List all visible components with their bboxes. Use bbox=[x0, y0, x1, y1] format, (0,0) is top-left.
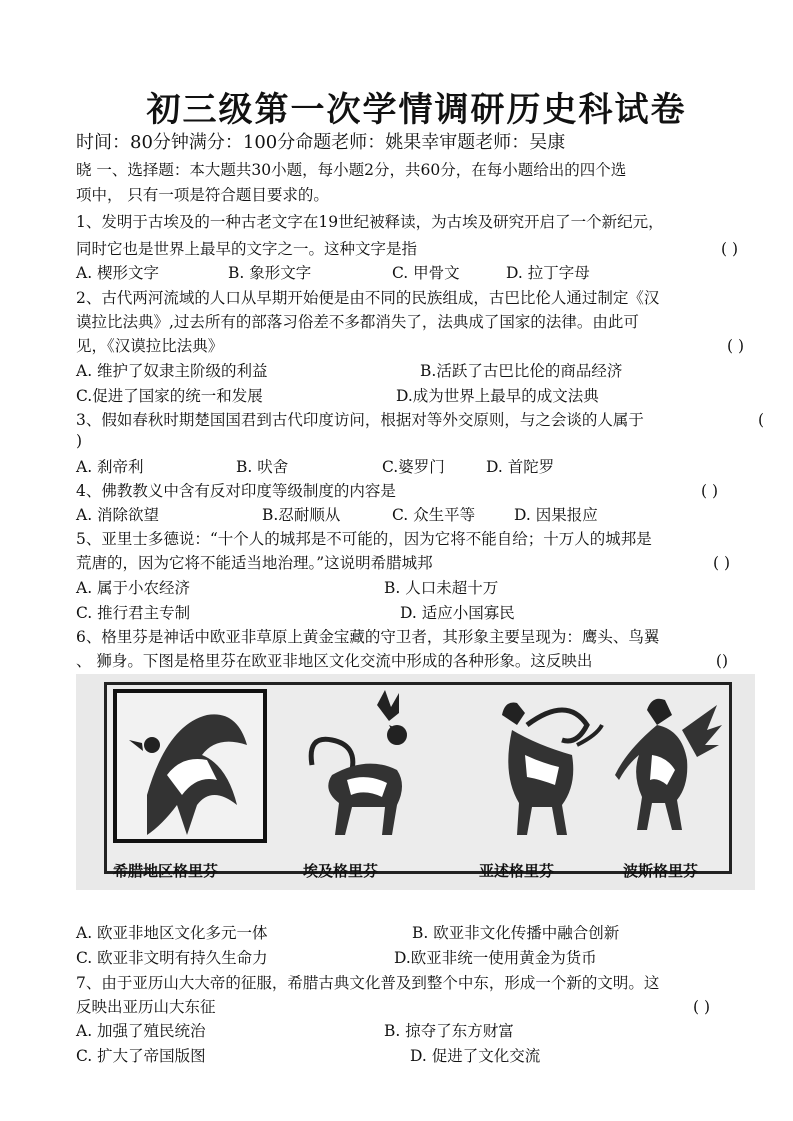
q2-answer-paren[interactable]: ( ) bbox=[726, 337, 744, 355]
q5-option-b[interactable]: B. 人口未超十万 bbox=[384, 579, 499, 597]
assyrian-griffin-image bbox=[502, 703, 602, 836]
q4-option-b[interactable]: B.忍耐顺从 bbox=[262, 506, 341, 524]
griffin-figure-frame bbox=[104, 682, 732, 880]
egyptian-griffin-image bbox=[311, 690, 407, 835]
q4-option-d[interactable]: D. 因果报应 bbox=[514, 506, 598, 524]
q6-stem-line-2: 、 狮身。下图是格里芬在欧亚非地区文化交流中形成的各种形象。这反映出 () bbox=[76, 652, 728, 670]
q1-option-d[interactable]: D. 拉丁字母 bbox=[506, 264, 590, 282]
exam-info-line-3: 项中， 只有一项是符合题目要求的。 bbox=[76, 186, 329, 204]
q5-answer-paren[interactable]: ( ) bbox=[712, 554, 730, 572]
q5-option-a[interactable]: A. 属于小农经济 bbox=[76, 579, 191, 597]
q5-option-d[interactable]: D. 适应小国寡民 bbox=[400, 604, 515, 622]
q2-option-a[interactable]: A. 维护了奴隶主阶级的利益 bbox=[76, 362, 268, 380]
q1-stem-line-2: 同时它也是世界上最早的文字之一。这种文字是指 ( ) bbox=[76, 240, 738, 258]
q2-stem-line-1: 2、古代两河流域的人口从早期开始便是由不同的民族组成，古巴比伦人通过制定《汉 bbox=[76, 289, 660, 307]
persian-griffin-image bbox=[615, 699, 722, 830]
q6-answer-paren[interactable]: () bbox=[715, 652, 728, 670]
q4-option-c[interactable]: C. 众生平等 bbox=[392, 506, 476, 524]
q1-stem-line-1: 1、发明于古埃及的一种古老文字在19世纪被释读，为古埃及研究开启了一个新纪元， bbox=[76, 213, 664, 231]
q3-option-d[interactable]: D. 首陀罗 bbox=[486, 458, 555, 476]
q6-option-a[interactable]: A. 欧亚非地区文化多元一体 bbox=[76, 924, 268, 942]
q2-option-b[interactable]: B.活跃了古巴比伦的商品经济 bbox=[420, 362, 623, 380]
q4-stem-line-1: 4、佛教教义中含有反对印度等级制度的内容是 ( ) bbox=[76, 482, 718, 500]
exam-info-line-1: 时间：80分钟满分：100分命题老师：姚果幸审题老师：吴康 bbox=[76, 132, 566, 153]
q3-option-c[interactable]: C.婆罗门 bbox=[382, 458, 445, 476]
q7-answer-paren[interactable]: ( ) bbox=[692, 998, 710, 1016]
q4-option-a[interactable]: A. 消除欲望 bbox=[76, 506, 160, 524]
q1-option-c[interactable]: C. 甲骨文 bbox=[392, 264, 460, 282]
q2-option-d[interactable]: D.成为世界上最早的成文法典 bbox=[396, 387, 599, 405]
griffin-figure bbox=[76, 674, 755, 890]
q6-stem-line-1: 6、格里芬是神话中欧亚非草原上黄金宝藏的守卫者，其形象主要呈现为：鹰头、鸟翼 bbox=[76, 628, 660, 646]
caption-assyrian-griffin: 亚述格里芬 bbox=[479, 862, 555, 880]
q6-option-c[interactable]: C. 欧亚非文明有持久生命力 bbox=[76, 949, 268, 967]
page-title: 初三级第一次学情调研历史科试卷 bbox=[146, 90, 687, 130]
q5-option-c[interactable]: C. 推行君主专制 bbox=[76, 604, 191, 622]
q3-option-a[interactable]: A. 刹帝利 bbox=[76, 458, 144, 476]
q6-option-d[interactable]: D.欧亚非统一使用黄金为货币 bbox=[394, 949, 597, 967]
q6-option-b[interactable]: B. 欧亚非文化传播中融合创新 bbox=[412, 924, 620, 942]
q3-answer-paren-open[interactable]: ( bbox=[757, 411, 764, 429]
q5-stem-line-2: 荒唐的，因为它将不能适当地治理。”这说明希腊城邦 ( ) bbox=[76, 554, 730, 572]
griffin-illustrations bbox=[107, 685, 729, 871]
q5-stem-line-1: 5、亚里士多德说：“十个人的城邦是不可能的，因为它将不能自给；十万人的城邦是 bbox=[76, 530, 652, 548]
q7-option-a[interactable]: A. 加强了殖民统治 bbox=[76, 1022, 206, 1040]
q3-option-b[interactable]: B. 吠舍 bbox=[236, 458, 289, 476]
q7-option-b[interactable]: B. 掠夺了东方财富 bbox=[384, 1022, 514, 1040]
caption-egyptian-griffin: 埃及格里芬 bbox=[303, 862, 379, 880]
caption-greek-griffin: 希腊地区格里芬 bbox=[113, 862, 219, 880]
q1-option-b[interactable]: B. 象形文字 bbox=[228, 264, 312, 282]
q7-stem-line-1: 7、由于亚历山大大帝的征服，希腊古典文化普及到整个中东，形成一个新的文明。这 bbox=[76, 974, 660, 992]
q7-stem-line-2: 反映出亚历山大东征 ( ) bbox=[76, 998, 710, 1016]
q7-option-d[interactable]: D. 促进了文化交流 bbox=[410, 1047, 541, 1065]
q3-stem-line-1: 3、假如春秋时期楚国国君到古代印度访问，根据对等外交原则，与之会谈的人属于 ( bbox=[76, 411, 764, 429]
q1-answer-paren[interactable]: ( ) bbox=[720, 240, 738, 258]
q2-option-c[interactable]: C.促进了国家的统一和发展 bbox=[76, 387, 263, 405]
exam-info-line-2: 晓 一、选择题：本大题共30小题，每小题2分，共60分，在每小题给出的四个选 bbox=[76, 161, 627, 179]
q4-answer-paren[interactable]: ( ) bbox=[700, 482, 718, 500]
greek-griffin-image bbox=[115, 691, 265, 841]
q1-option-a[interactable]: A. 楔形文字 bbox=[76, 264, 160, 282]
q2-stem-line-3: 见，《汉谟拉比法典》 ( ) bbox=[76, 337, 744, 355]
q7-option-c[interactable]: C. 扩大了帝国版图 bbox=[76, 1047, 206, 1065]
caption-persian-griffin: 波斯格里芬 bbox=[623, 862, 699, 880]
q3-answer-paren-close: ) bbox=[76, 432, 83, 450]
q2-stem-line-2: 谟拉比法典》,过去所有的部落习俗差不多都消失了，法典成了国家的法律。由此可 bbox=[76, 313, 639, 331]
